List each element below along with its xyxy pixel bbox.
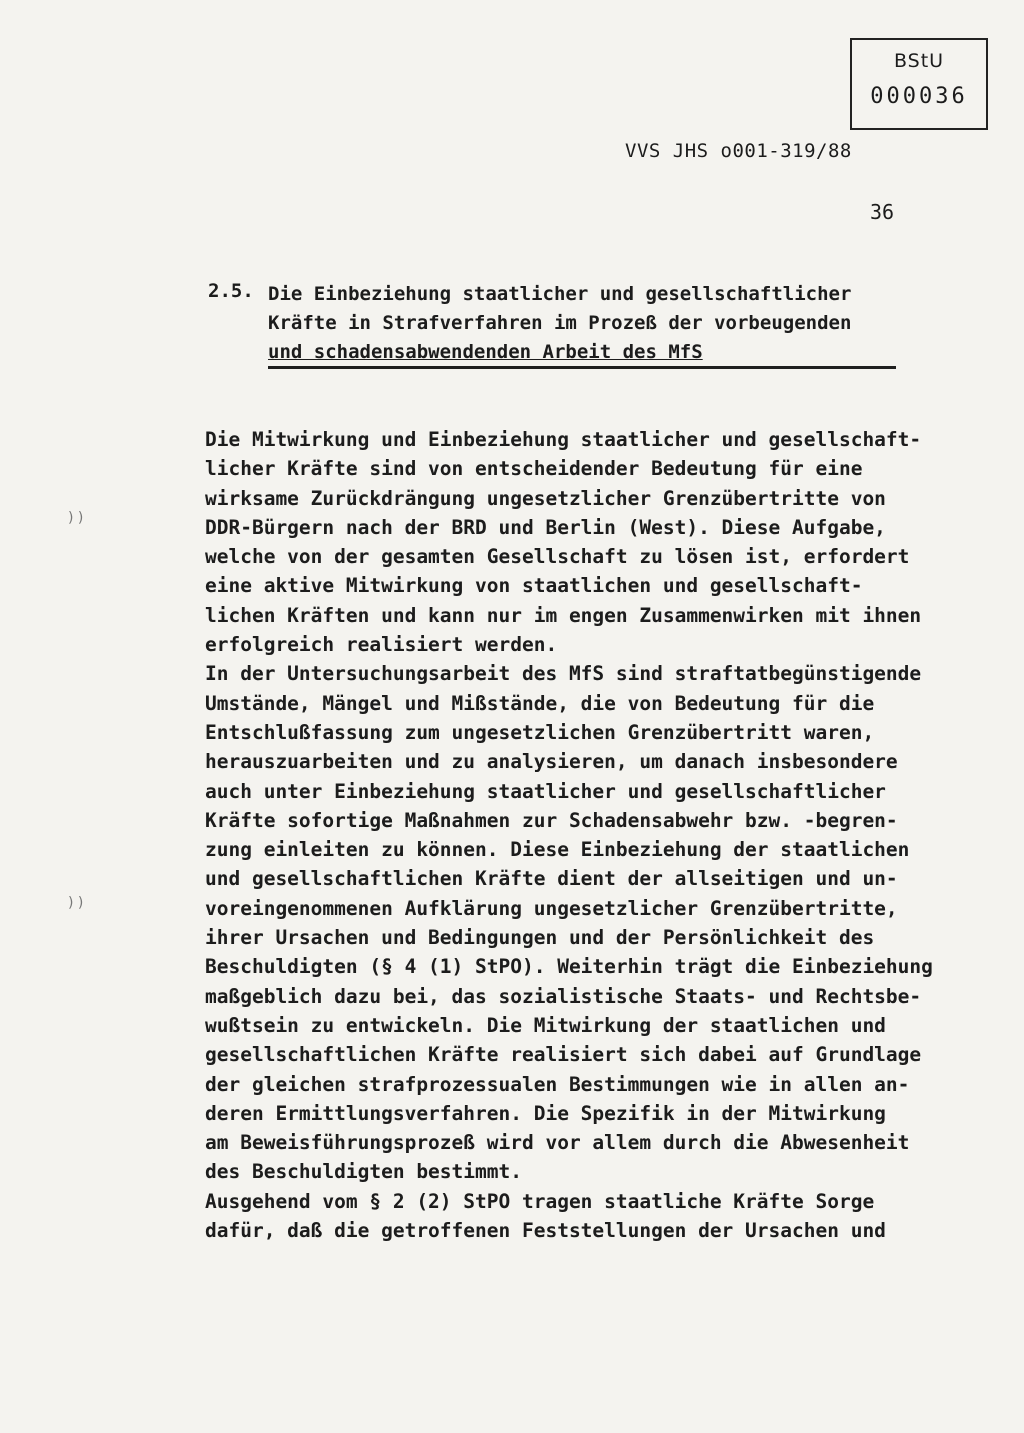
- body-line: Entschlußfassung zum ungesetzlichen Grenzübertritt waren,: [205, 720, 875, 744]
- body-line: dafür, daß die getroffenen Feststellungen der Ursachen und: [205, 1219, 886, 1243]
- section-title: [268, 280, 908, 367]
- body-line: erfolgreich realisiert werden.: [205, 633, 558, 657]
- body-line: wirksame Zurückdrängung ungesetzlicher Grenzübertritte von: [205, 486, 886, 510]
- body-line: der gleichen strafprozessualen Bestimmungen wie in allen an-: [205, 1072, 910, 1096]
- body-line: Kräfte sofortige Maßnahmen zur Schadensabwehr bzw. -begren-: [205, 808, 898, 832]
- margin-mark: ) ): [68, 510, 84, 526]
- body-line: In der Untersuchungsarbeit des MfS sind straftatbegünstigende: [205, 662, 922, 686]
- body-line: maßgeblich dazu bei, das sozialistische Staats- und Rechtsbe-: [205, 984, 922, 1008]
- stamp-agency: BStU: [893, 50, 945, 72]
- body-line: zung einleiten zu können. Diese Einbeziehung der staatlichen: [205, 838, 910, 862]
- section-title-line: und schadensabwendenden Arbeit des MfS: [268, 341, 703, 363]
- body-text: [205, 425, 965, 1245]
- body-line: DDR-Bürgern nach der BRD und Berlin (West). Diese Aufgabe,: [205, 515, 886, 539]
- body-line: lichen Kräften und kann nur im engen Zusammenwirken mit ihnen: [205, 603, 922, 627]
- body-line: auch unter Einbeziehung staatlicher und gesellschaftlicher: [205, 779, 886, 803]
- archive-stamp: [850, 38, 988, 130]
- body-line: voreingenommenen Aufklärung ungesetzlicher Grenzübertritte,: [205, 896, 898, 920]
- margin-mark: ) ): [68, 895, 84, 911]
- body-line: welche von der gesamten Gesellschaft zu lösen ist, erfordert: [205, 545, 910, 569]
- body-line: Beschuldigten (§ 4 (1) StPO). Weiterhin trägt die Einbeziehung: [205, 955, 933, 979]
- heading-underline-rule: [268, 366, 896, 369]
- document-reference: VVS JHS o001-319/88: [625, 140, 852, 162]
- body-line: des Beschuldigten bestimmt.: [205, 1160, 522, 1184]
- body-line: ihrer Ursachen und Bedingungen und der Persönlichkeit des: [205, 926, 875, 950]
- body-line: Umstände, Mängel und Mißstände, die von Bedeutung für die: [205, 691, 875, 715]
- body-line: gesellschaftlichen Kräfte realisiert sich dabei auf Grundlage: [205, 1043, 922, 1067]
- body-line: Ausgehend vom § 2 (2) StPO tragen staatliche Kräfte Sorge: [205, 1189, 875, 1213]
- body-line: licher Kräfte sind von entscheidender Bedeutung für eine: [205, 457, 863, 481]
- body-line: und gesellschaftlichen Kräfte dient der allseitigen und un-: [205, 867, 898, 891]
- body-line: herauszuarbeiten und zu analysieren, um danach insbesondere: [205, 750, 898, 774]
- body-line: wußtsein zu entwickeln. Die Mitwirkung der staatlichen und: [205, 1013, 886, 1037]
- section-title-line: Kräfte in Strafverfahren im Prozeß der vorbeugenden: [268, 312, 852, 334]
- section-number: 2.5.: [208, 280, 254, 302]
- stamp-number: 000036: [870, 84, 968, 109]
- body-line: Die Mitwirkung und Einbeziehung staatlicher und gesellschaft-: [205, 428, 922, 451]
- page-number: 36: [870, 200, 895, 224]
- section-title-line: Die Einbeziehung staatlicher und gesellschaftlicher: [268, 283, 852, 305]
- body-line: am Beweisführungsprozeß wird vor allem durch die Abwesenheit: [205, 1131, 910, 1155]
- body-line: eine aktive Mitwirkung von staatlichen und gesellschaft-: [205, 574, 863, 598]
- body-line: deren Ermittlungsverfahren. Die Spezifik in der Mitwirkung: [205, 1101, 886, 1125]
